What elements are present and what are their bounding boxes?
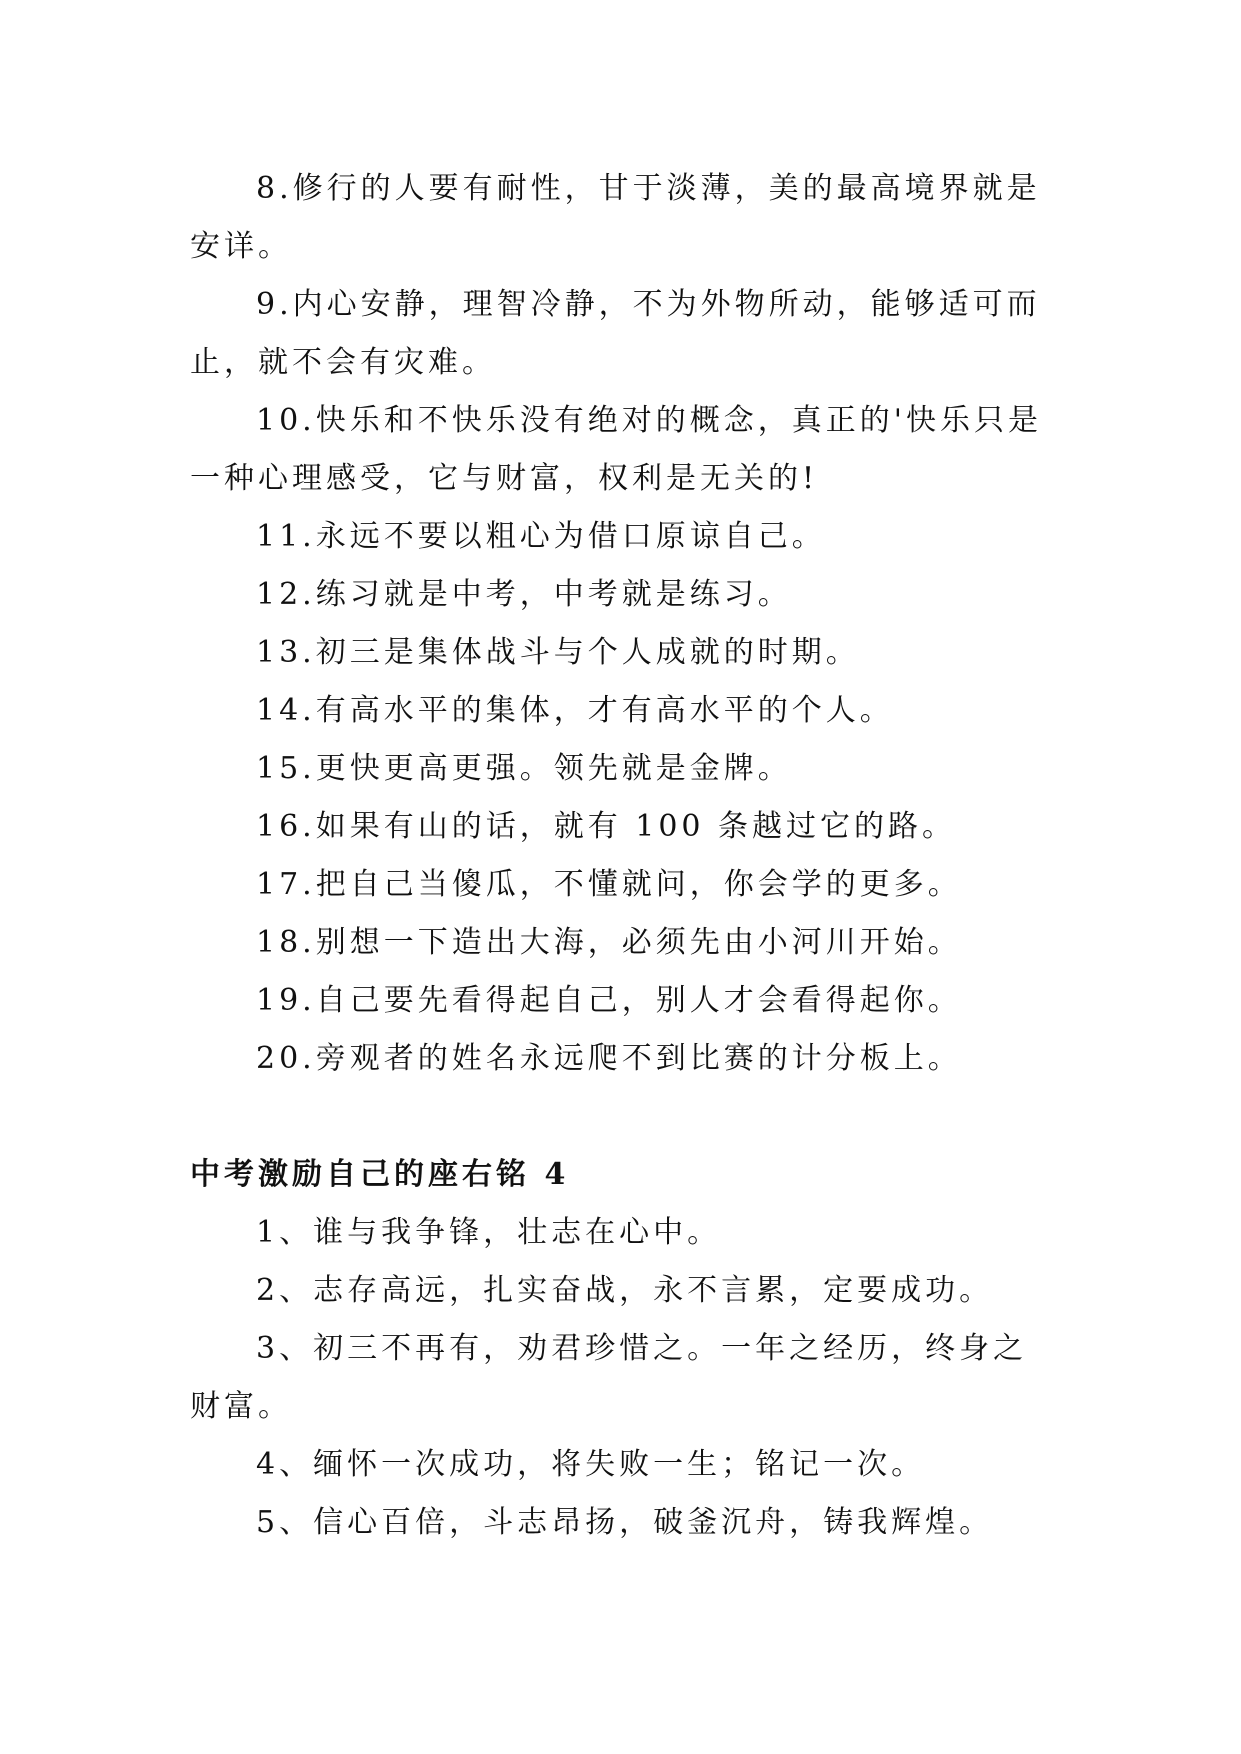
- list-item: 1、谁与我争锋，壮志在心中。: [256, 1215, 722, 1250]
- list-item: 18.别想一下造出大海，必须先由小河川开始。: [256, 925, 962, 960]
- list-item: 4、缅怀一次成功，将失败一生；铭记一次。: [256, 1447, 926, 1482]
- list-item: 12.练习就是中考，中考就是练习。: [256, 577, 792, 612]
- section-title: 中考激励自己的座右铭 4: [190, 1157, 570, 1192]
- list-item: 20.旁观者的姓名永远爬不到比赛的计分板上。: [256, 1041, 962, 1076]
- document-page: [190, 160, 1050, 1552]
- list-item: 3、初三不再有，劝君珍惜之。一年之经历，终身之财富。: [190, 1331, 1028, 1424]
- list-item: 11.永远不要以粗心为借口原谅自己。: [256, 519, 826, 554]
- list-item: 13.初三是集体战斗与个人成就的时期。: [256, 635, 860, 670]
- list-item: 14.有高水平的集体，才有高水平的个人。: [256, 693, 894, 728]
- list-item: 8.修行的人要有耐性，甘于淡薄，美的最高境界就是安详。: [190, 171, 1041, 264]
- list-item: 19.自己要先看得起自己，别人才会看得起你。: [256, 983, 962, 1018]
- list-item: 17.把自己当傻瓜，不懂就问，你会学的更多。: [256, 867, 962, 902]
- list-item: 15.更快更高更强。领先就是金牌。: [256, 751, 792, 786]
- list-item: 9.内心安静，理智冷静，不为外物所动，能够适可而止，就不会有灾难。: [190, 287, 1041, 380]
- list-item: 16.如果有山的话，就有 100 条越过它的路。: [256, 809, 957, 844]
- list-item: 10.快乐和不快乐没有绝对的概念，真正的'快乐只是一种心理感受，它与财富，权利是无关的!: [190, 403, 1042, 496]
- list-item: 2、志存高远，扎实奋战，永不言累，定要成功。: [256, 1273, 994, 1308]
- list-item: 5、信心百倍，斗志昂扬，破釜沉舟，铸我辉煌。: [256, 1505, 994, 1540]
